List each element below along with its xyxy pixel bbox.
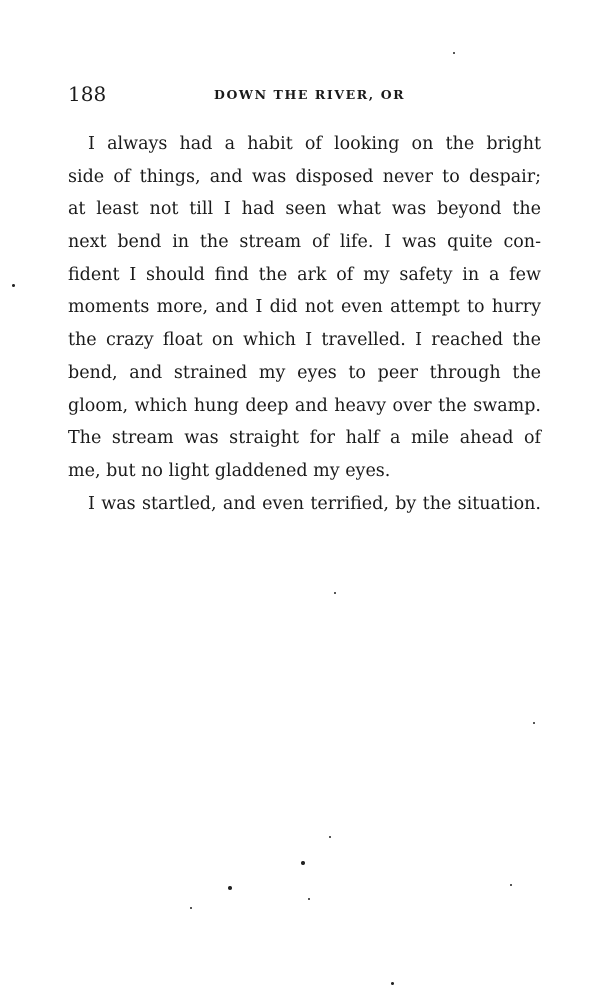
scan-speck (391, 982, 394, 985)
paragraph (68, 488, 541, 521)
text-line: bend, and strained my eyes to peer through the (68, 362, 541, 383)
text-line: gloom, which hung deep and heavy over the swamp. (68, 395, 541, 416)
scan-speck (533, 722, 535, 724)
scan-speck (228, 886, 232, 890)
text-line: side of things, and was disposed never to despair; (68, 166, 541, 187)
page-number: 188 (68, 82, 107, 106)
running-title: DOWN THE RIVER, OR (214, 87, 406, 102)
text-line: me, but no light gladdened my eyes. (68, 460, 391, 481)
scan-speck (329, 836, 331, 838)
text-line: moments more, and I did not even attempt to hurry (68, 297, 541, 318)
text-line: I always had a habit of looking on the bright (88, 134, 541, 154)
text-line: the crazy float on which I travelled. I reached the (68, 330, 541, 351)
scan-speck (12, 284, 15, 287)
body-text (68, 128, 541, 520)
text-line: fident I should find the ark of my safety in a few (68, 264, 541, 285)
scan-speck (190, 907, 192, 909)
text-line: I was startled, and even terrified, by the situation. (88, 493, 541, 514)
scan-speck (301, 861, 305, 865)
scan-speck (308, 898, 310, 900)
scan-speck (453, 52, 455, 54)
scan-speck (334, 592, 336, 594)
text-line: next bend in the stream of life. I was quite con- (68, 232, 541, 253)
paragraph (68, 128, 541, 488)
text-line: The stream was straight for half a mile ahead of (68, 428, 541, 449)
text-line: at least not till I had seen what was beyond the (68, 199, 541, 220)
scan-speck (510, 884, 512, 886)
